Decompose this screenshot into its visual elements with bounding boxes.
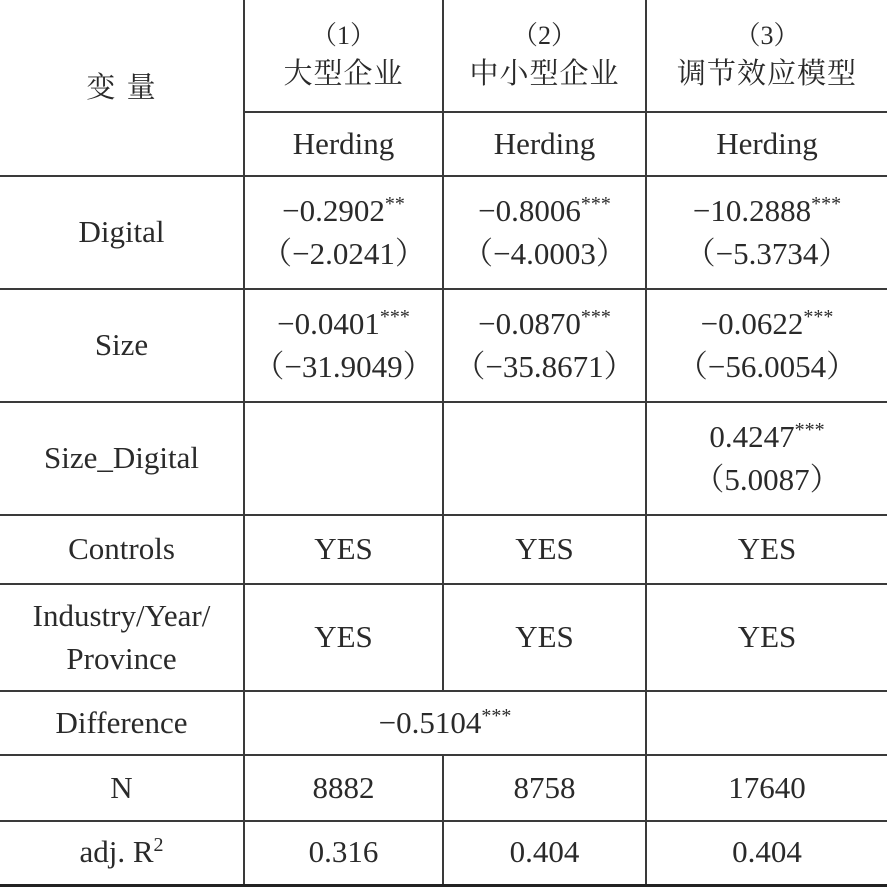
cell-size-1 (244, 289, 443, 402)
column-title-2: 中小型企业 (469, 56, 620, 91)
tstat-size-1: （−31.9049） (253, 348, 434, 384)
tstat-size-2: （−35.8671） (454, 348, 635, 384)
cell-r2-3: 0.404 (646, 821, 887, 885)
cell-difference (244, 691, 646, 755)
column-header-2 (443, 0, 646, 112)
cell-difference-3 (646, 691, 887, 755)
adj-r2-superscript: 2 (153, 834, 164, 857)
column-number-2: （2） (511, 20, 577, 50)
cell-digital-2 (443, 176, 646, 289)
coef-size-2: −0.0870 (478, 305, 581, 341)
column-title-3: 调节效应模型 (676, 56, 857, 91)
cell-fe-2: YES (443, 584, 646, 691)
cell-size-2 (443, 289, 646, 402)
column-title-1: 大型企业 (283, 56, 404, 91)
row-size-digital (0, 402, 887, 515)
stars-size-2: *** (580, 305, 611, 328)
tstat-digital-2: （−4.0003） (462, 235, 627, 271)
row-label-fixed-effects (0, 584, 244, 691)
cell-n-2: 8758 (443, 755, 646, 821)
row-controls (0, 515, 887, 584)
cell-digital-1 (244, 176, 443, 289)
coef-size-digital-3: 0.4247 (709, 418, 795, 454)
variable-header: 变 量 (0, 0, 244, 176)
dependent-var-1: Herding (244, 112, 443, 176)
row-adj-r2 (0, 821, 887, 885)
stars-digital-3: *** (811, 192, 842, 215)
column-header-1 (244, 0, 443, 112)
column-number-3: （3） (734, 20, 800, 50)
tstat-size-3: （−56.0054） (676, 348, 858, 384)
cell-controls-2: YES (443, 515, 646, 584)
coef-size-1: −0.0401 (277, 305, 380, 341)
cell-digital-3 (646, 176, 887, 289)
row-label-adj-r2 (0, 821, 244, 885)
row-label-size: Size (0, 289, 244, 402)
header-row-titles (0, 0, 887, 112)
coef-digital-1: −0.2902 (282, 192, 385, 228)
cell-controls-1: YES (244, 515, 443, 584)
row-difference (0, 691, 887, 755)
stars-digital-2: *** (580, 192, 611, 215)
row-digital (0, 176, 887, 289)
tstat-digital-1: （−2.0241） (261, 235, 426, 271)
cell-r2-1: 0.316 (244, 821, 443, 885)
cell-fe-1: YES (244, 584, 443, 691)
cell-size-digital-1 (244, 402, 443, 515)
fe-label-line2: Province (66, 640, 177, 676)
adj-r2-label: adj. R (79, 834, 154, 870)
dependent-var-2: Herding (443, 112, 646, 176)
row-label-digital: Digital (0, 176, 244, 289)
stars-digital-1: ** (384, 192, 405, 215)
stars-size-3: *** (803, 305, 834, 328)
coef-size-3: −0.0622 (700, 305, 804, 341)
row-label-controls: Controls (0, 515, 244, 584)
row-label-n: N (0, 755, 244, 821)
fe-label-line1: Industry/Year/ (32, 597, 211, 633)
column-header-3 (646, 0, 887, 112)
row-label-size-digital: Size_Digital (0, 402, 244, 515)
cell-fe-3: YES (646, 584, 887, 691)
dependent-var-3: Herding (646, 112, 887, 176)
difference-stars: *** (481, 704, 512, 727)
difference-value: −0.5104 (378, 704, 482, 740)
cell-size-digital-2 (443, 402, 646, 515)
cell-r2-2: 0.404 (443, 821, 646, 885)
cell-size-3 (646, 289, 887, 402)
row-n (0, 755, 887, 821)
tstat-size-digital-3: （5.0087） (693, 461, 841, 497)
row-size (0, 289, 887, 402)
coef-digital-3: −10.2888 (692, 192, 812, 228)
cell-controls-3: YES (646, 515, 887, 584)
coef-digital-2: −0.8006 (478, 192, 581, 228)
cell-size-digital-3 (646, 402, 887, 515)
tstat-digital-3: （−5.3734） (684, 235, 850, 271)
stars-size-1: *** (379, 305, 410, 328)
row-fixed-effects (0, 584, 887, 691)
row-label-difference: Difference (0, 691, 244, 755)
cell-n-3: 17640 (646, 755, 887, 821)
column-number-1: （1） (310, 20, 376, 50)
stars-size-digital-3: *** (794, 418, 825, 441)
cell-n-1: 8882 (244, 755, 443, 821)
